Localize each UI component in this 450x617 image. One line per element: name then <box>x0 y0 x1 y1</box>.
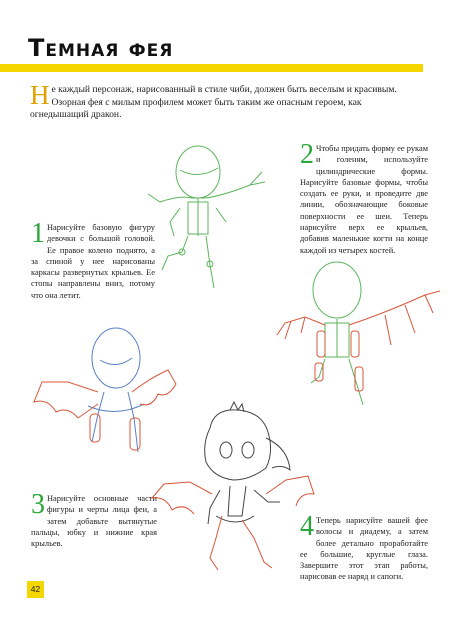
intro-drop-cap: Н <box>30 80 50 110</box>
step-4-description: Теперь нарисуйте вашей фее волосы и диадему, а затем более детально проработайте ее большие, круглые глаза. Завершите этот этап работы, нарисовав ее наряд и сапоги. <box>300 516 428 582</box>
step-4-sketch <box>150 398 315 573</box>
step-1-text <box>31 218 155 301</box>
page-number: 42 <box>27 581 44 598</box>
step-2-sketch <box>275 255 445 415</box>
step-2-number: 2 <box>300 139 314 170</box>
intro-paragraph <box>30 80 398 122</box>
step-4-number: 4 <box>300 511 314 542</box>
step-2-description: Чтобы придать форму ее рукам и голеням, используйте цилиндрические формы. Нарисуйте базовые формы, чтобы создать ее руки, и проведите две линии, обозначающие боковые поверхности ее шеи. Теперь нарисуйте верх ее крыльев, добавив маленькие когти на конце каждой из четырех костей. <box>300 144 428 255</box>
step-3-description: Нарисуйте основные части фигуры и черты лица феи, а затем добавьте вытянутые пальцы, юбку и нижние края крыльев. <box>31 494 157 549</box>
step-1-sketch <box>140 140 280 300</box>
step-1-description: Нарисуйте базовую фигуру девочки с большой головой. Ее правое колено поднято, а за спиной у нее нарисованы каркасы развернутых крыльев. Ее стопы направлены вниз, потому что она летит. <box>31 223 155 300</box>
page-title: Темная фея <box>28 34 174 62</box>
title-underline-bar <box>0 64 423 72</box>
step-4-text <box>300 511 428 583</box>
step-1-number: 1 <box>31 218 45 249</box>
step-3-text <box>31 489 157 549</box>
step-2-text <box>300 139 428 256</box>
step-3-number: 3 <box>31 489 45 520</box>
intro-text: е каждый персонаж, нарисованный в стиле чиби, должен быть веселым и красивым. Озорная фея с милым профилем может быть таким же опасным героем, как огнедышащий дракон. <box>30 84 397 120</box>
